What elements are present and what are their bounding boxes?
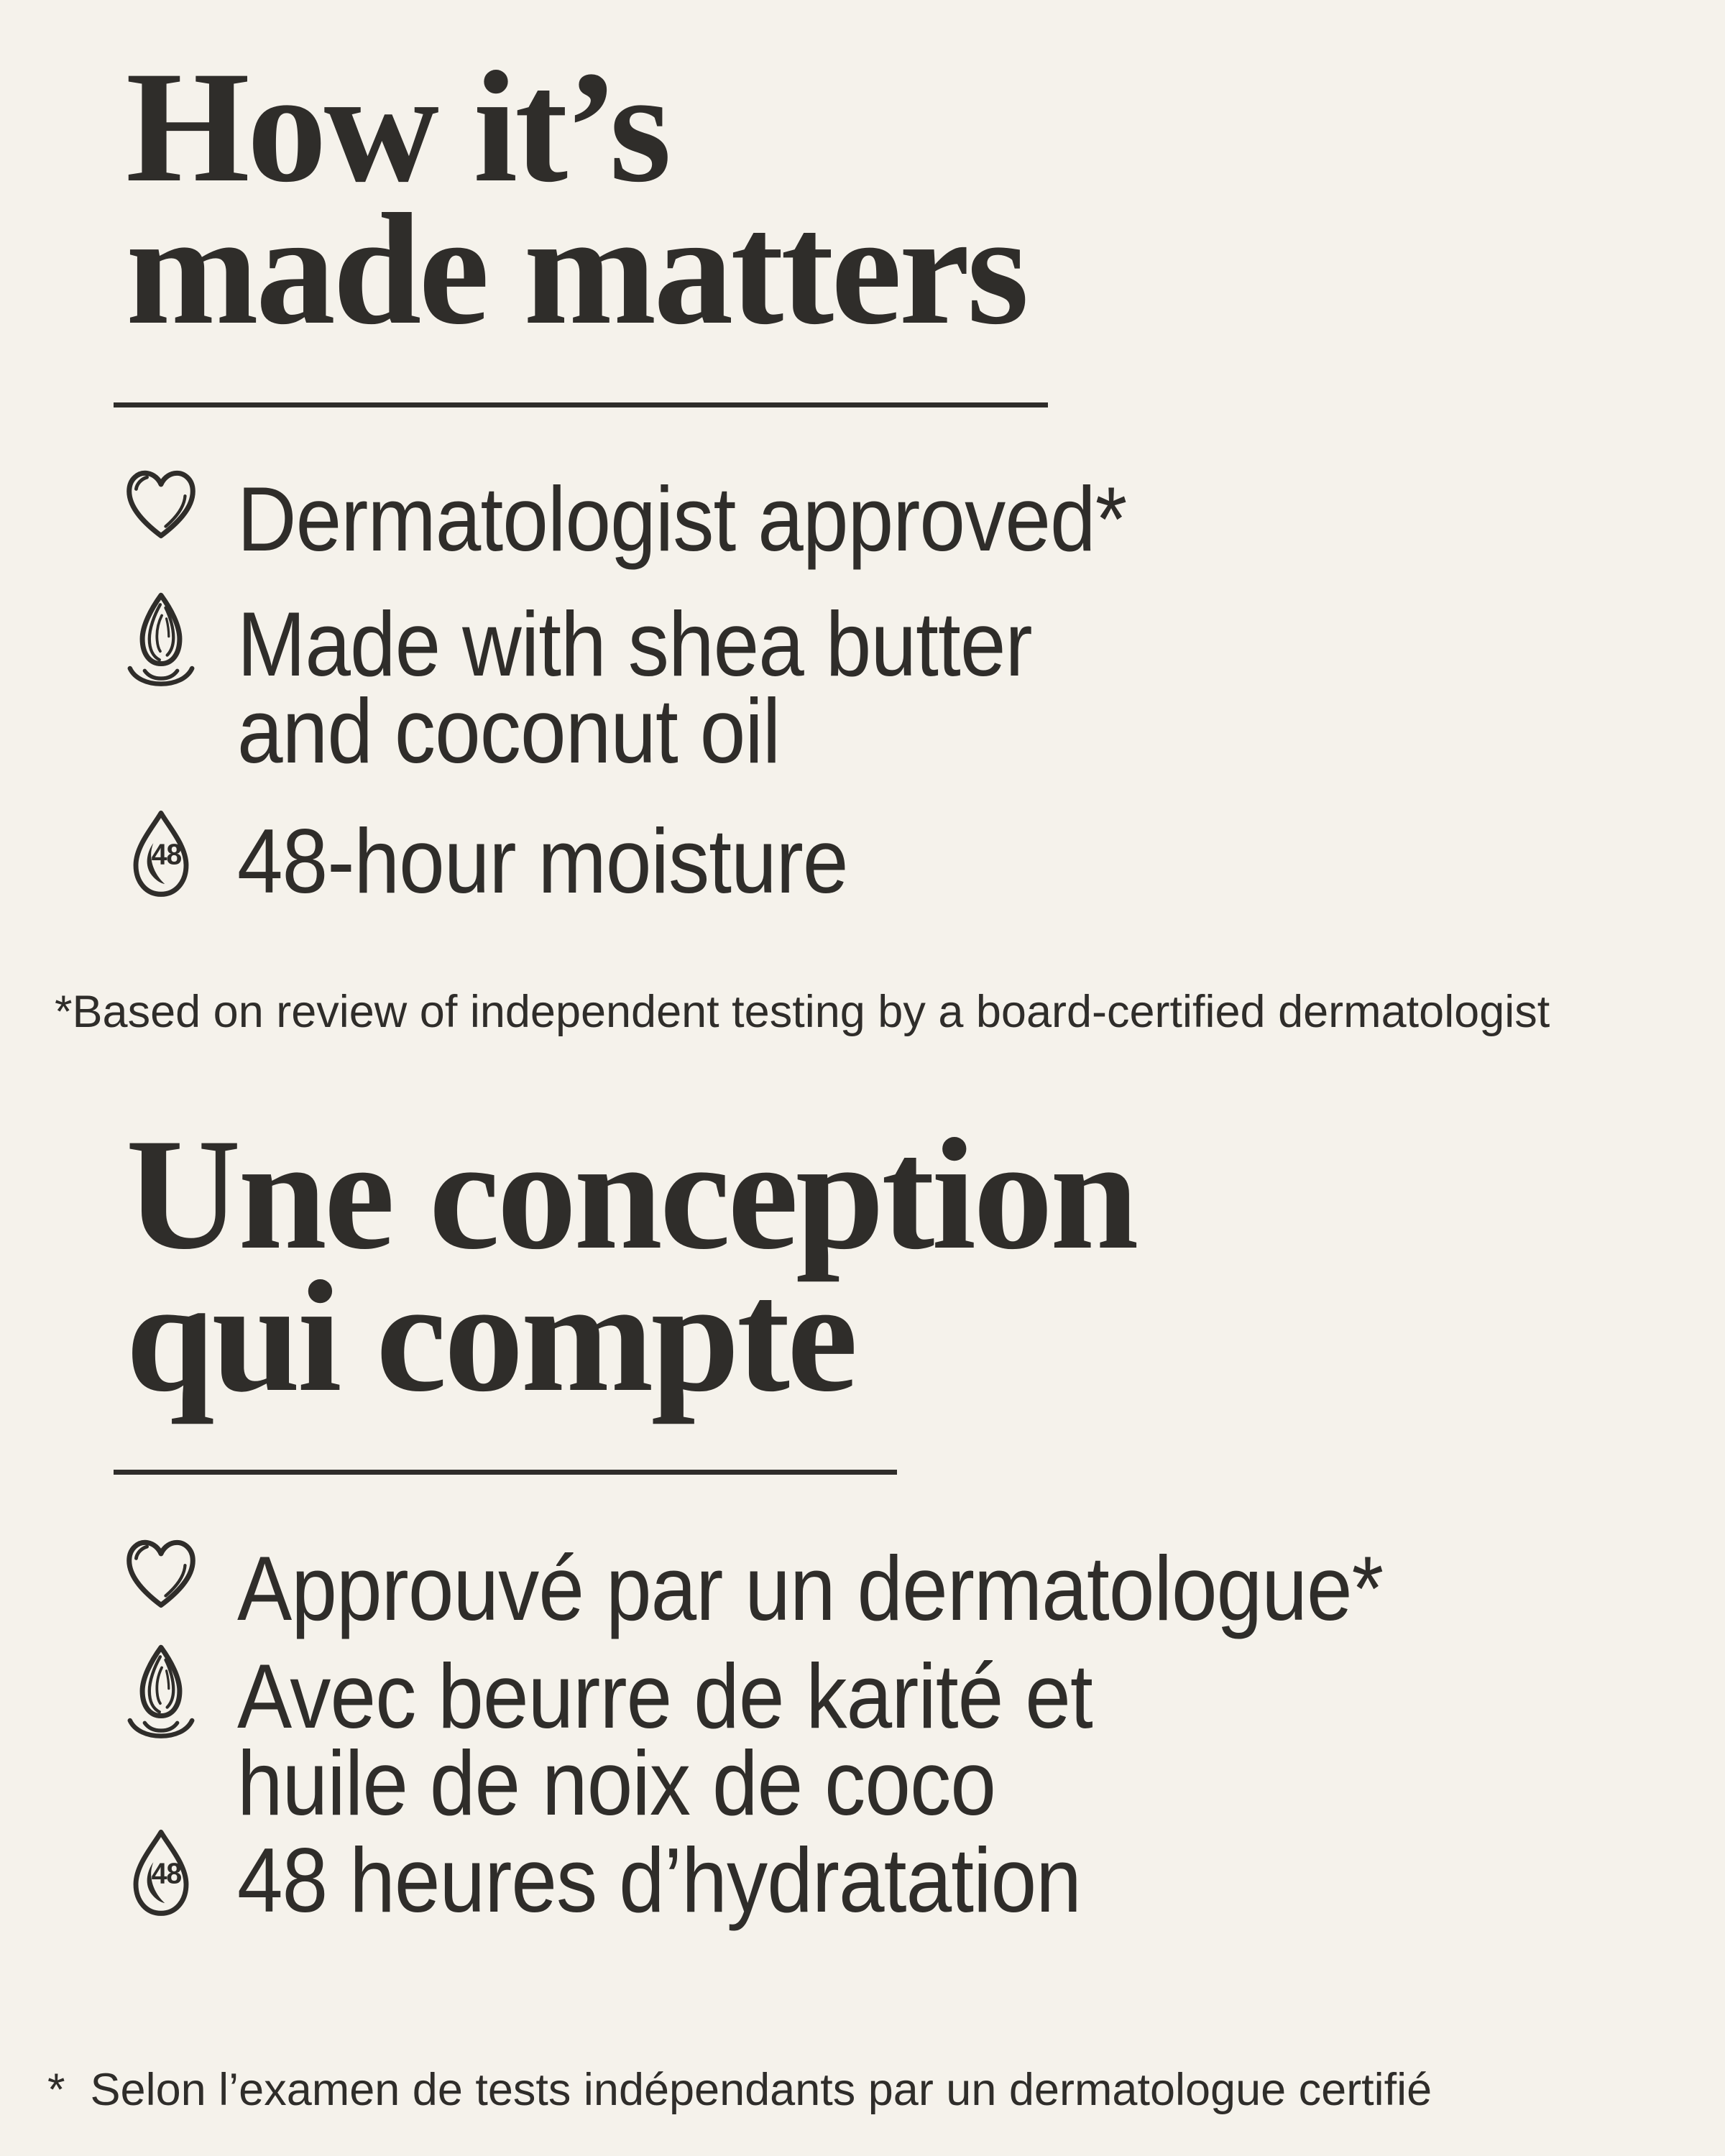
title-underline-fr (114, 1470, 897, 1475)
page-title-fr (126, 1106, 1136, 1425)
title-underline-en (114, 402, 1048, 407)
benefit-text (237, 1828, 1081, 1931)
benefit-row-dermatologue (121, 1537, 1510, 1639)
benefit-row-moisture (121, 809, 916, 912)
drop-48-icon (121, 1828, 201, 1919)
shea-butter-icon (121, 1644, 201, 1739)
title-line-2: qui compte (126, 1248, 855, 1425)
benefit-line: Dermatologist approved* (237, 468, 1127, 570)
disclaimer-fr: * Selon l’examen de tests indépendants par un dermatologue certifié (47, 2065, 1432, 2115)
benefit-text (237, 1644, 1092, 1834)
benefit-line: and coconut oil (237, 680, 781, 782)
drop-48-icon (121, 809, 201, 900)
shea-butter-icon (121, 592, 201, 687)
badge-48-label: 48 (151, 1858, 182, 1890)
benefit-text (237, 592, 1032, 782)
benefit-line: huile de noix de coco (237, 1732, 996, 1834)
benefit-line: 48 heures d’hydratation (237, 1829, 1081, 1931)
benefit-line: Approuvé par un dermatologue* (237, 1537, 1384, 1639)
benefit-row-dermatologist (121, 467, 1225, 570)
benefit-line: 48-hour moisture (237, 810, 848, 912)
disclaimer-en: *Based on review of independent testing by a board-certified dermatologist (55, 987, 1550, 1037)
benefit-text (237, 809, 848, 912)
benefit-line: Made with shea butter (237, 593, 1032, 695)
benefit-text (237, 1537, 1384, 1639)
page-title-en (126, 39, 1026, 358)
title-line-2: made matters (126, 181, 1026, 358)
benefit-line: Avec beurre de karité et (237, 1645, 1092, 1747)
badge-48-label: 48 (151, 839, 182, 871)
benefit-row-shea (121, 592, 1121, 782)
benefit-text (237, 467, 1127, 570)
title-line-1: How it’s (126, 39, 669, 216)
title-line-1: Une conception (126, 1106, 1136, 1283)
heart-icon (121, 467, 201, 540)
heart-icon (121, 1537, 201, 1610)
benefit-row-karite (121, 1644, 1187, 1834)
benefit-row-hydratation (121, 1828, 1174, 1931)
